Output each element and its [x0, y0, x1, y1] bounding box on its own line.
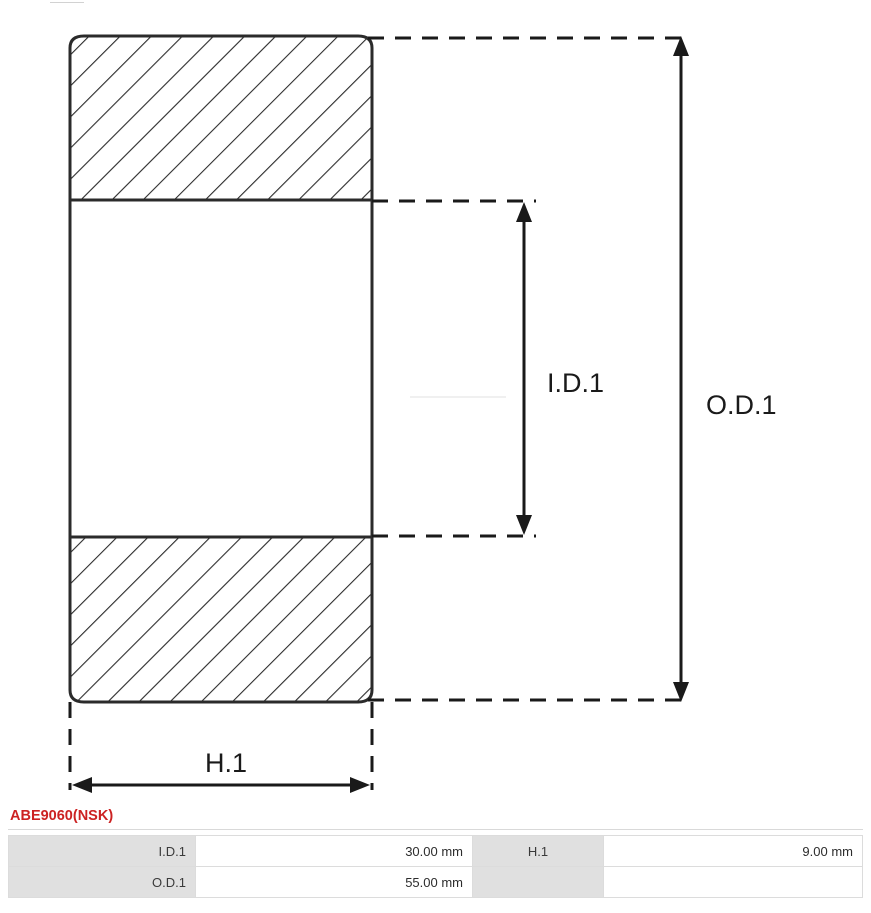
spec-label-od1: O.D.1: [9, 867, 196, 898]
spec-label-id1: I.D.1: [9, 836, 196, 867]
spec-value-od1: 55.00 mm: [196, 867, 473, 898]
part-code: ABE9060(NSK): [8, 806, 863, 830]
bearing-inner-band: [70, 200, 372, 537]
faint-center-mark: [410, 396, 506, 410]
spec-value-h1: 9.00 mm: [604, 836, 863, 867]
spec-value-empty: [604, 867, 863, 898]
id1-dimension-arrow: [516, 202, 532, 535]
spec-label-empty: [473, 867, 604, 898]
spec-label-h1: H.1: [473, 836, 604, 867]
bearing-lower-ring: [70, 537, 372, 702]
table-row: [9, 836, 863, 867]
id1-label: I.D.1: [547, 368, 605, 398]
bearing-upper-ring: [70, 36, 372, 200]
part-info-panel: [8, 806, 863, 898]
top-left-corner-mark: [50, 2, 84, 8]
specification-table: [8, 835, 863, 898]
table-row: [9, 867, 863, 898]
spec-value-id1: 30.00 mm: [196, 836, 473, 867]
h1-dimension-arrow: [72, 777, 370, 793]
h1-label: H.1: [205, 748, 248, 778]
od1-dimension-arrow: [673, 36, 689, 702]
od1-label: O.D.1: [706, 390, 777, 420]
